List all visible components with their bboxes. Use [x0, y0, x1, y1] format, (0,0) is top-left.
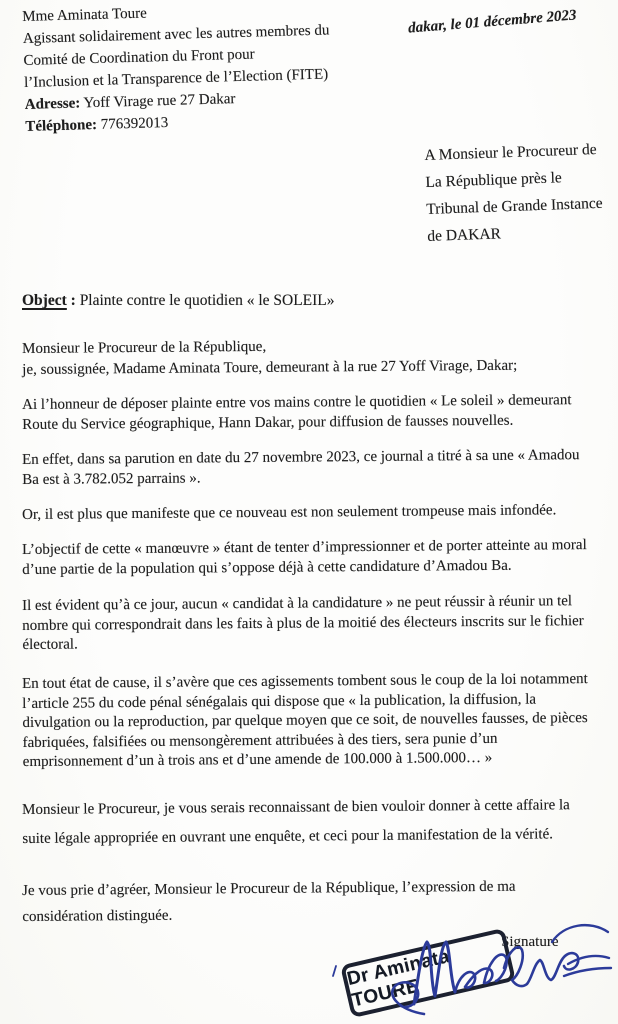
body-paragraph: En effet, dans sa parution en date du 27 novembre 2023, ce journal a titré à sa une « Amadou Ba est à 3.782.052 parrains ». [22, 447, 580, 488]
object-line [22, 292, 335, 310]
sender-block [22, 0, 332, 138]
address-label: Adresse: [24, 95, 81, 113]
body-paragraph: L’objectif de cette « manœuvre » étant de tenter d’impressionner et de porter atteinte au moral d’une partie de la population qui s’oppose déjà à cette candidature d’Amadou Ba. [22, 537, 587, 578]
phone-label: Téléphone: [25, 116, 98, 135]
date-line: dakar, le 01 décembre 2023 [407, 7, 578, 37]
signature-label: Signature [501, 934, 559, 950]
recipient-line: La République près le [425, 169, 563, 191]
object-label: Object [22, 292, 67, 309]
handwritten-signature-icon [328, 908, 618, 1024]
object-text: Plainte contre le quotidien « le SOLEIL» [75, 292, 335, 309]
sender-name: Mme Aminata Toure [22, 5, 147, 25]
body-paragraph: En tout état de cause, il s’avère que ces agissements tombent sous le coup de la loi notamment l’article 255 du code pénal sénégalais qui dispose que « la publication, la diffusion, la divulgation ou la reproduction, par quelque moyen que ce soit, de nouvelles fausses, de pièces fabriquées, falsifiées ou mensongèrement attribuées à des tiers, sera punie d’un emprisonnement d’un à trois ans et d’une amende de 100.000 à 1.500.000… » [22, 671, 588, 770]
sender-line: l’Inclusion et la Transparence de l’Election (FITE) [23, 66, 329, 91]
body-paragraph: Ai l’honneur de déposer plainte entre vos mains contre le quotidien « Le soleil » demeurant Route du Service géographique, Hann Dakar, pour diffusion de fausses nouvelles. [22, 392, 572, 433]
salutation-paragraph: Monsieur le Procureur de la République, je, soussignée, Madame Aminata Toure, demeurant à la rue 27 Yoff Virage, Dakar; [22, 338, 518, 378]
body-paragraph: Il est évident qu’à ce jour, aucun « candidat à la candidature » ne peut réussir à réunir un tel nombre qui correspondrait dans les faits à plus de la moitié des électeurs inscrits sur le fichier électoral. [22, 593, 584, 653]
stamp-text: Dr Aminata TOURE [345, 946, 452, 1012]
sender-line: Agissant solidairement avec les autres membres du [22, 22, 330, 47]
closing-paragraph: Je vous prie d’agréer, Monsieur le Procureur de la République, l’expression de ma considération distinguée. [22, 878, 516, 925]
phone-value: 776392013 [100, 114, 169, 133]
object-separator: : [66, 292, 76, 309]
body-paragraph: Or, il est plus que manifeste que ce nouveau est non seulement trompeuse mais infondée. [22, 502, 557, 523]
recipient-line: A Monsieur le Procureur de [424, 140, 597, 164]
sender-line: Comité de Coordination du Front pour [23, 46, 255, 69]
recipient-line: de DAKAR [427, 225, 502, 245]
recipient-line: Tribunal de Grande Instance [426, 194, 603, 218]
recipient-block [424, 136, 604, 250]
body-paragraph: Monsieur le Procureur, je vous serais reconnaissant de bien vouloir donner à cette affaire la suite légale appropriée en ouvrant une enquête, et ceci pour la manifestation de la vérité. [22, 797, 570, 847]
address-value: Yoff Virage rue 27 Dakar [83, 91, 236, 112]
